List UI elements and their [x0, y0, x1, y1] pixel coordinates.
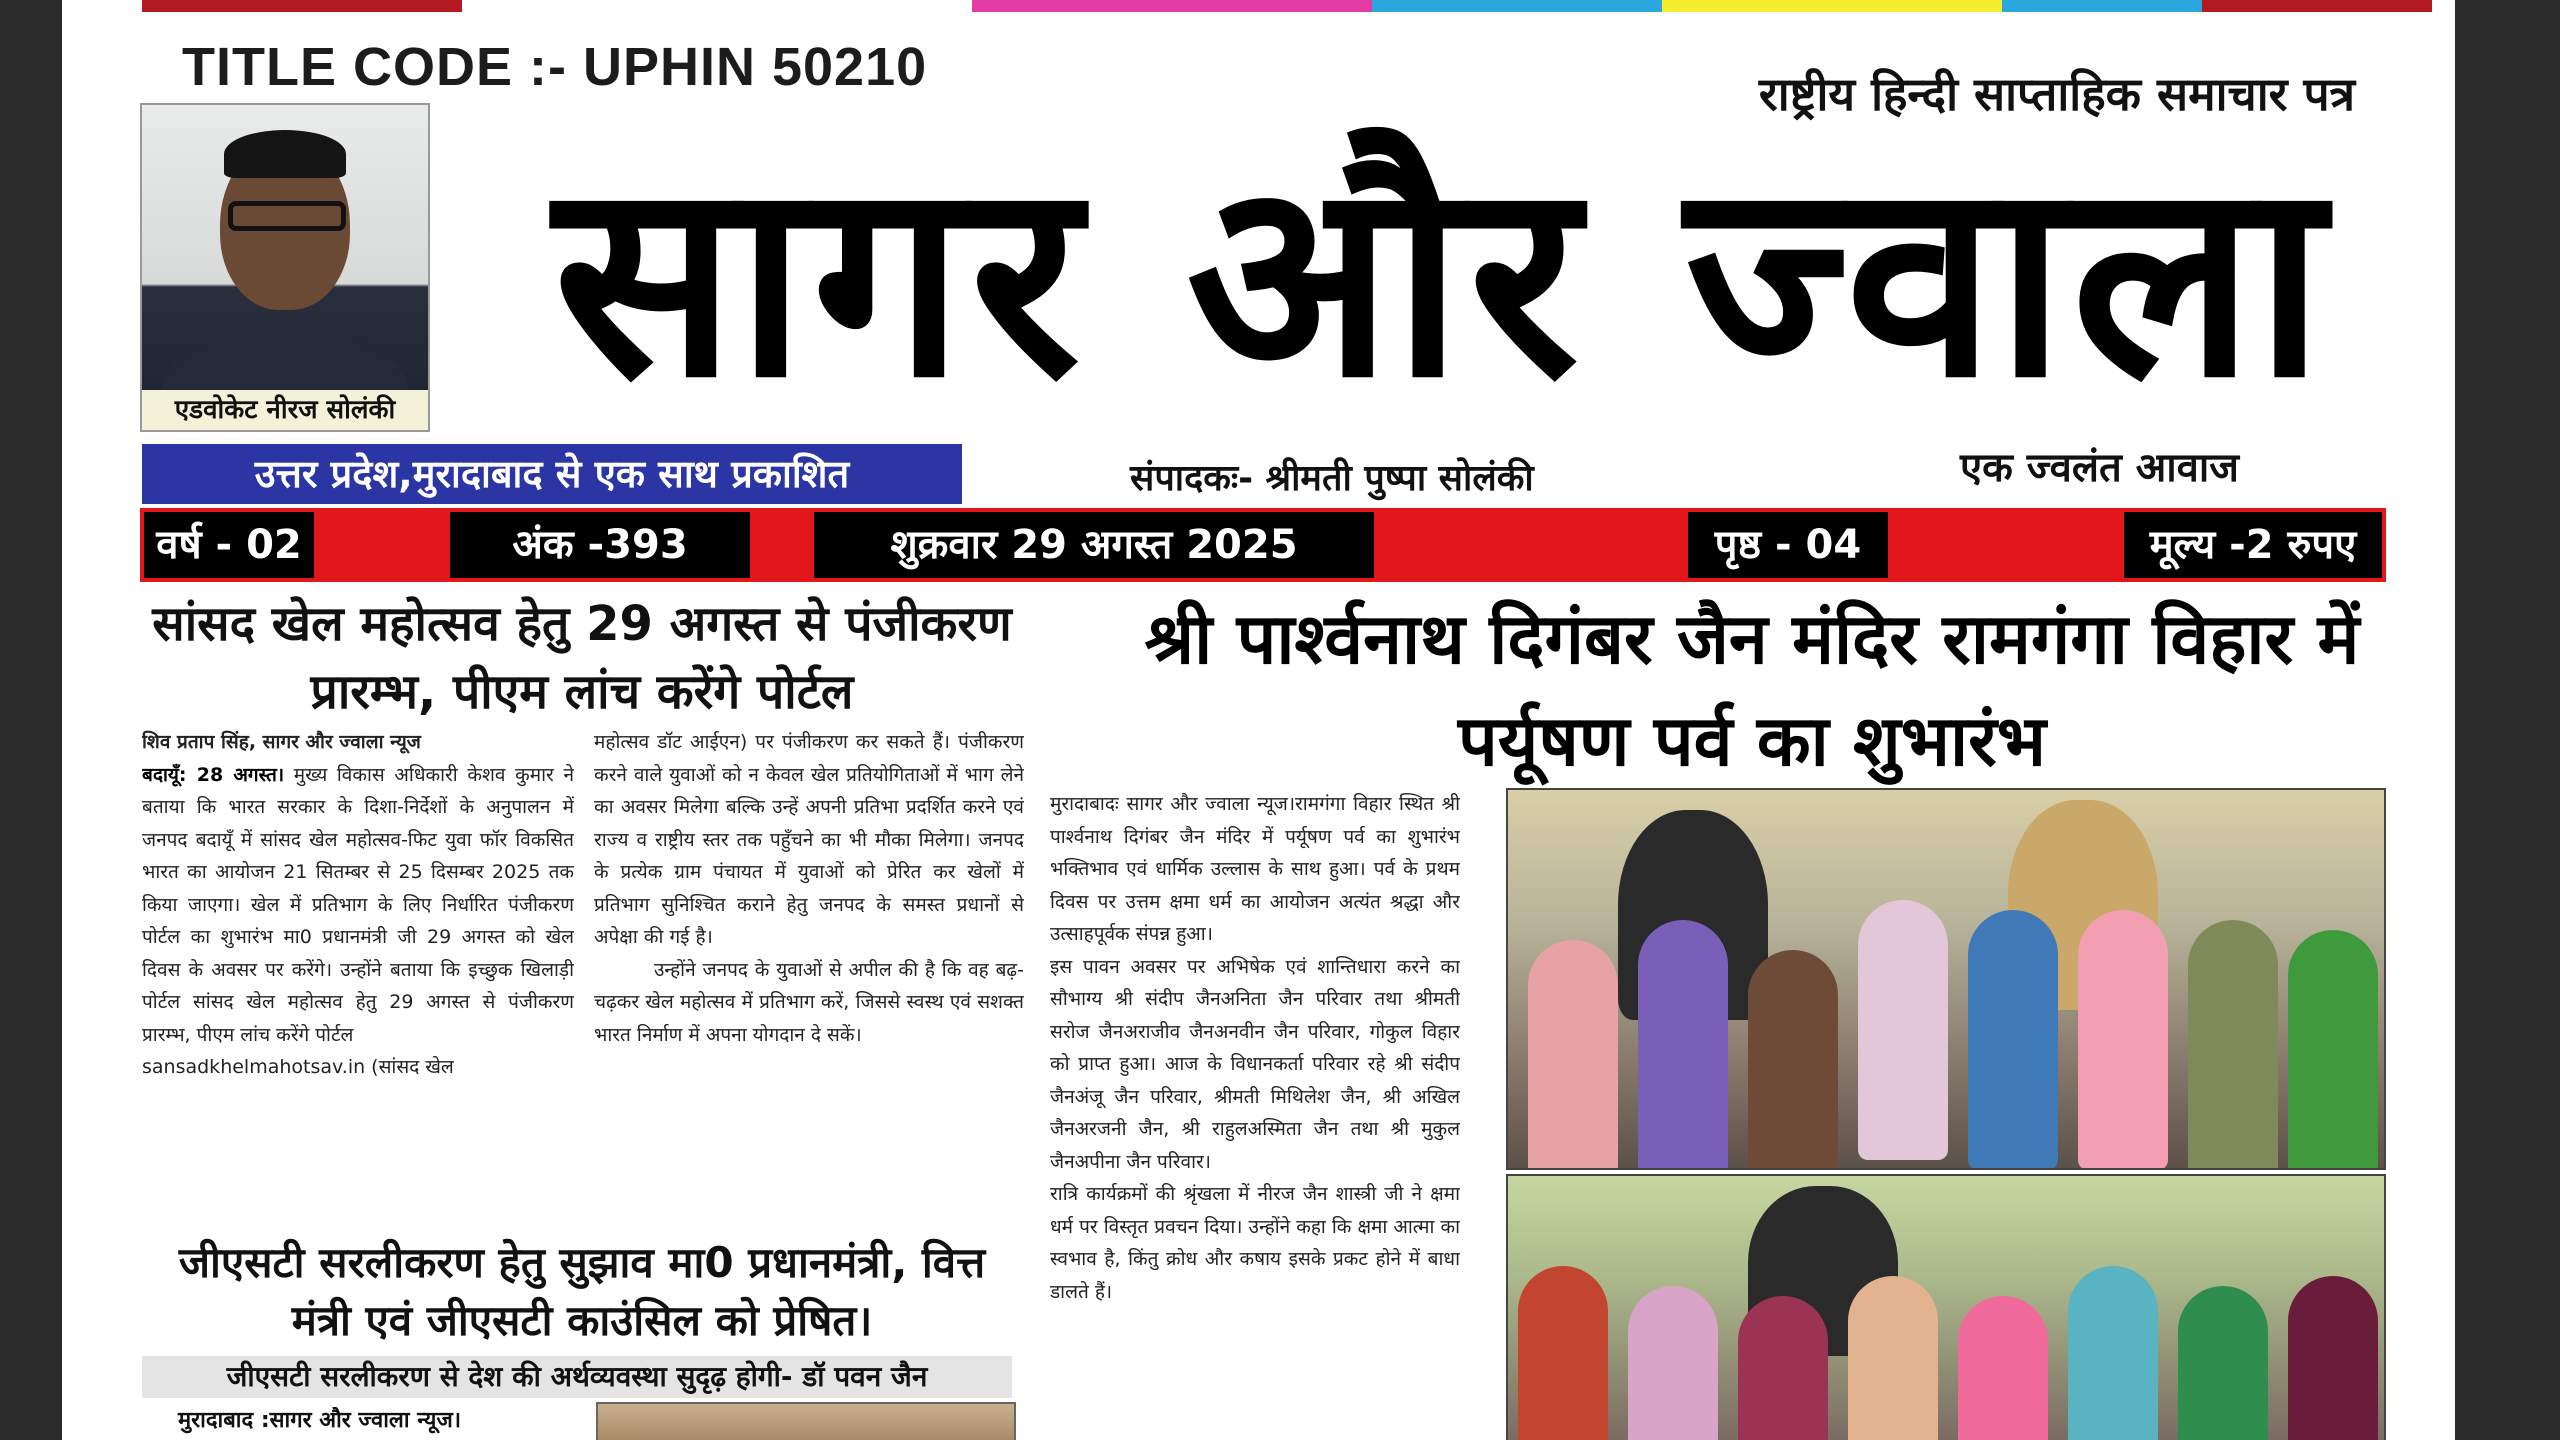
- article-column-1: [142, 726, 574, 1210]
- article-column-2: [594, 726, 1024, 1210]
- headline-gst: जीएसटी सरलीकरण हेतु सुझाव मा0 प्रधानमंत्री, वित्त मंत्री एवं जीएसटी काउंसिल को प्रेषित।: [178, 1238, 986, 1345]
- newspaper-page: [62, 0, 2455, 1440]
- news-photo-temple-1: [1506, 788, 2386, 1170]
- title-code: TITLE CODE :- UPHIN 50210: [182, 37, 928, 97]
- editor-photo: [140, 103, 430, 432]
- info-bar: [140, 508, 2386, 582]
- dateline: बदायूँ: 28 अगस्त।: [142, 763, 285, 786]
- news-photo-gst: [596, 1402, 1016, 1440]
- article-text: उन्होंने जनपद के युवाओं से अपील की है कि वह बढ़-चढ़कर खेल महोत्सव में प्रतिभाग करें, जिससे स्वस्थ एवं सशक्त भारत निर्माण में अपना योगदान दे सकें।: [594, 958, 1024, 1046]
- article-text: रात्रि कार्यक्रमों की श्रृंखला में नीरज जैन शास्त्री जी ने क्षमा धर्म पर विस्तृत प्रवचन दिया। उन्होंने कहा कि क्षमा आत्मा का स्वभाव है, किंतु क्रोध और कषाय इसके प्रकट होने में बाधा डालते हैं।: [1050, 1183, 1460, 1303]
- photo-caption: एडवोकेट नीरज सोलंकी: [142, 390, 428, 430]
- issue-label: अंक -393: [450, 512, 750, 578]
- article-text: महोत्सव डॉट आईएन) पर पंजीकरण कर सकते हैं। पंजीकरण करने वाले युवाओं को न केवल खेल प्रतियोगिताओं में भाग लेने का अवसर मिलेगा बल्कि उन्हें अपनी प्रतिभा प्रदर्शित करने एवं राज्य व राष्ट्रीय स्तर तक पहुँचने का भी मौका मिलेगा। जनपद के प्रत्येक ग्राम पंचायत में युवाओं को प्रेरित कर खेलों में प्रतिभाग सुनिश्चित कराने हेतु जनपद के समस्त प्रधानों से अपेक्षा की गई है।: [594, 731, 1024, 948]
- year-label: वर्ष - 02: [144, 512, 314, 578]
- publication-banner: उत्तर प्रदेश,मुरादाबाद से एक साथ प्रकाशित: [142, 444, 962, 504]
- page-label: पृष्ठ - 04: [1688, 512, 1888, 578]
- price-label: मूल्य -2 रुपए: [2124, 512, 2382, 578]
- article-text-end: sansadkhelmahotsav.in (सांसद खेल: [142, 1056, 454, 1078]
- article-text: मुख्य विकास अधिकारी केशव कुमार ने बताया कि भारत सरकार के दिशा-निर्देशों के अनुपालन में जनपद बदायूँ में सांसद खेल महोत्सव-फिट युवा फॉर विकसित भारत का आयोजन 21 सितम्बर से 25 दिसम्बर 2025 तक किया जाएगा। खेल में प्रतिभाग के लिए निर्धारित पंजीकरण पोर्टल का शुभारंभ मा0 प्रधानमंत्री जी 29 अगस्त को खेल दिवस के अवसर पर करेंगे। उन्होंने बताया कि इच्छुक खिलाड़ी पोर्टल सांसद खेल महोत्सव हेतु 29 अगस्त से पंजीकरण प्रारम्भ, पीएम लांच करेंगे पोर्टल: [142, 763, 574, 1046]
- headline-jain-temple: श्री पार्श्वनाथ दिगंबर जैन मंदिर रामगंगा विहार में पर्यूषण पर्व का शुभारंभ: [1144, 598, 2360, 782]
- tagline-top: राष्ट्रीय हिन्दी साप्ताहिक समाचार पत्र: [1758, 67, 2355, 121]
- dateline-gst: मुरादाबाद :सागर और ज्वाला न्यूज।: [178, 1408, 462, 1433]
- masthead-title: सागर और ज्वाला: [553, 122, 2331, 437]
- subheadline-gst: जीएसटी सरलीकरण से देश की अर्थव्यवस्था सुदृढ़ होगी- डॉ पवन जैन: [142, 1356, 1012, 1398]
- editor-credit: संपादकः- श्रीमती पुष्पा सोलंकी: [1130, 458, 1534, 499]
- news-photo-temple-2: [1506, 1174, 2386, 1440]
- article-column-3: [1050, 788, 1460, 1440]
- date-label: शुक्रवार 29 अगस्त 2025: [814, 512, 1374, 578]
- byline: शिव प्रताप सिंह, सागर और ज्वाला न्यूज: [142, 731, 421, 753]
- headline-sports-festival: सांसद खेल महोत्सव हेतु 29 अगस्त से पंजीकरण प्रारम्भ, पीएम लांच करेंगे पोर्टल: [152, 596, 1012, 720]
- article-text: इस पावन अवसर पर अभिषेक एवं शान्तिधारा करने का सौभाग्य श्री संदीप जैनअनिता जैन परिवार तथा श्रीमती सरोज जैनअराजीव जैनअनवीन जैन परिवार, गोकुल विहार को प्राप्त हुआ। आज के विधानकर्ता परिवार रहे श्री संदीप जैनअंजू जैन परिवार, श्रीमती मिथिलेश जैन, श्री अखिल जैनअरजनी जैन, श्री राहुलअस्मिता जैन तथा श्री मुकुल जैनअपीना जैन परिवार।: [1050, 955, 1460, 1173]
- slogan: एक ज्वलंत आवाज: [1960, 445, 2239, 491]
- article-text: मुरादाबादः सागर और ज्वाला न्यूज।रामगंगा विहार स्थित श्री पार्श्वनाथ दिगंबर जैन मंदिर में पर्यूषण पर्व का शुभारंभ भक्तिभाव एवं धार्मिक उल्लास के साथ हुआ। पर्व के प्रथम दिवस पर उत्तम क्षमा धर्म का आयोजन अत्यंत श्रद्धा और उत्साहपूर्वक संपन्न हुआ।: [1050, 793, 1460, 945]
- top-color-strip: [142, 0, 2432, 12]
